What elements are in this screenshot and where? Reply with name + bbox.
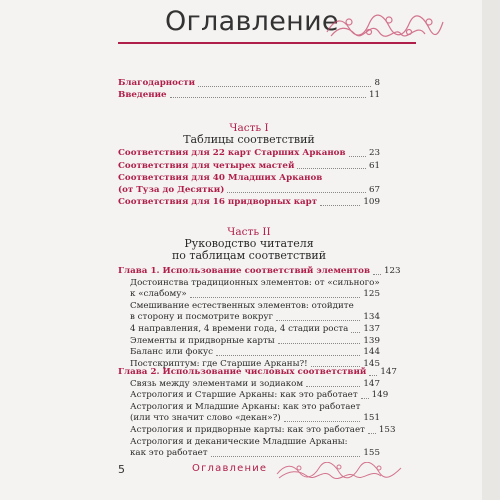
chapter-2-entry[interactable] [118, 367, 397, 379]
toc-entry-label-line1: Астрология и деканические Младшие Арканы: [130, 436, 348, 447]
toc-entry[interactable] [118, 402, 380, 425]
toc-entry-label: Соответствия для 22 карт Старших Арканов [118, 148, 346, 158]
toc-entry-page: 67 [368, 184, 380, 195]
toc-entry[interactable] [118, 148, 380, 160]
leader-dots [369, 375, 377, 376]
part-1-list [118, 148, 380, 209]
toc-entry-acknowledgements[interactable] [118, 78, 380, 90]
leader-dots [190, 297, 361, 298]
toc-entry-label: Благодарности [118, 78, 196, 88]
toc-entry[interactable] [118, 173, 380, 196]
leader-dots [216, 355, 360, 356]
leader-dots [278, 343, 361, 344]
running-title: Оглавление [192, 463, 268, 474]
leader-dots [276, 320, 360, 321]
toc-entry-label-line2: (от Туза до Десятки) [118, 184, 225, 195]
page-number: 5 [118, 463, 125, 476]
toc-entry-label-line2: к «слабому» [130, 289, 187, 300]
toc-entry-page: 145 [363, 358, 380, 369]
leader-dots [211, 456, 361, 457]
chapter-1-list [118, 266, 401, 370]
toc-entry-label-line2: в сторону и посмотрите вокруг [130, 312, 274, 323]
toc-entry-page: 144 [363, 347, 380, 358]
part-2-number: Часть II [227, 226, 271, 238]
toc-entry[interactable] [118, 336, 380, 348]
toc-entry[interactable] [118, 390, 389, 402]
toc-entry-page: 123 [383, 266, 401, 276]
toc-entry[interactable] [118, 278, 380, 301]
decorative-ornament-top [325, 12, 445, 40]
chapter-1-entry[interactable] [118, 266, 401, 278]
toc-entry[interactable] [118, 424, 396, 437]
leader-dots [361, 398, 369, 399]
part-1-title: Таблицы соответствий [183, 133, 315, 146]
toc-entry[interactable] [118, 161, 380, 173]
toc-entry-label: Постскриптум: где Старшие Арканы?! [130, 358, 308, 369]
toc-entry[interactable] [118, 324, 380, 336]
toc-entry-page: 153 [378, 424, 396, 435]
leader-dots [306, 386, 360, 387]
toc-entry-page: 151 [363, 413, 380, 424]
toc-entry-page: 149 [371, 390, 389, 401]
toc-entry-page: 109 [363, 197, 380, 208]
leader-dots [198, 86, 371, 87]
toc-entry-page: 155 [363, 448, 380, 459]
leader-dots [170, 97, 366, 98]
chapter-2-list [118, 367, 397, 460]
part-1-heading [118, 122, 380, 146]
toc-entry-label: Баланс или фокус [130, 347, 213, 358]
toc-entry-label: 4 направления, 4 времени года, 4 стадии роста [130, 323, 349, 334]
toc-entry-label-line2: как это работает [130, 448, 208, 459]
toc-entry[interactable] [118, 301, 380, 324]
toc-entry-label-line1: Смешивание естественных элементов: отойдите [130, 300, 354, 311]
toc-entry-label: Связь между элементами и зодиаком [130, 378, 304, 389]
chapter-1-title: Глава 1. Использование соответствий элементов [118, 266, 370, 276]
toc-entry-page: 11 [368, 89, 380, 100]
toc-entry-page: 8 [374, 78, 380, 88]
leader-dots [349, 156, 366, 157]
toc-entry[interactable] [118, 379, 380, 391]
toc-entry-page: 147 [363, 378, 380, 389]
leader-dots [284, 421, 361, 422]
page-edge [482, 0, 500, 500]
part-2-title-line1: Руководство читателя [184, 237, 314, 250]
toc-entry-label-line1: Астрология и Младшие Арканы: как это работает [130, 401, 361, 412]
front-matter-list [118, 78, 380, 101]
toc-entry-page: 139 [363, 335, 380, 346]
toc-entry-label: Введение [118, 89, 167, 100]
toc-entry-page: 137 [363, 323, 380, 334]
decorative-ornament-bottom [275, 462, 403, 480]
leader-dots [297, 168, 366, 169]
toc-entry-label-line1: Соответствия для 40 Младших Арканов [118, 173, 323, 184]
leader-dots [227, 192, 366, 193]
part-1-number: Часть I [229, 122, 269, 134]
part-2-title-line2: по таблицам соответствий [171, 249, 327, 262]
chapter-2-title: Глава 2. Использование числовых соответствий [118, 367, 367, 377]
leader-dots [373, 274, 381, 275]
toc-entry[interactable] [118, 347, 380, 359]
toc-entry-page: 147 [380, 367, 397, 377]
page-title: Оглавление [165, 6, 339, 37]
leader-dots [368, 433, 376, 434]
toc-entry-label: Соответствия для четырех мастей [118, 160, 295, 171]
toc-entry-label: Астрология и Старшие Арканы: как это работает [130, 390, 358, 401]
leader-dots [320, 205, 360, 206]
toc-entry-label: Элементы и придворные карты [130, 335, 275, 346]
leader-dots [351, 332, 360, 333]
toc-entry-page: 23 [368, 148, 380, 158]
toc-entry-label-line2: (или что значит слово «декан»?) [130, 413, 281, 424]
toc-entry[interactable] [118, 197, 380, 209]
toc-entry-page: 61 [368, 160, 380, 171]
title-rule [118, 42, 416, 44]
toc-entry-page: 134 [363, 312, 380, 323]
toc-entry-label: Соответствия для 16 придворных карт [118, 197, 318, 208]
toc-entry-label-line1: Достоинства традиционных элементов: от «сильного» [130, 277, 380, 288]
toc-entry-introduction[interactable] [118, 90, 380, 102]
toc-entry-label: Астрология и придворные карты: как это работает [130, 424, 365, 435]
part-2-heading [118, 226, 380, 262]
toc-entry-page: 125 [363, 289, 380, 300]
toc-entry[interactable] [118, 437, 380, 460]
